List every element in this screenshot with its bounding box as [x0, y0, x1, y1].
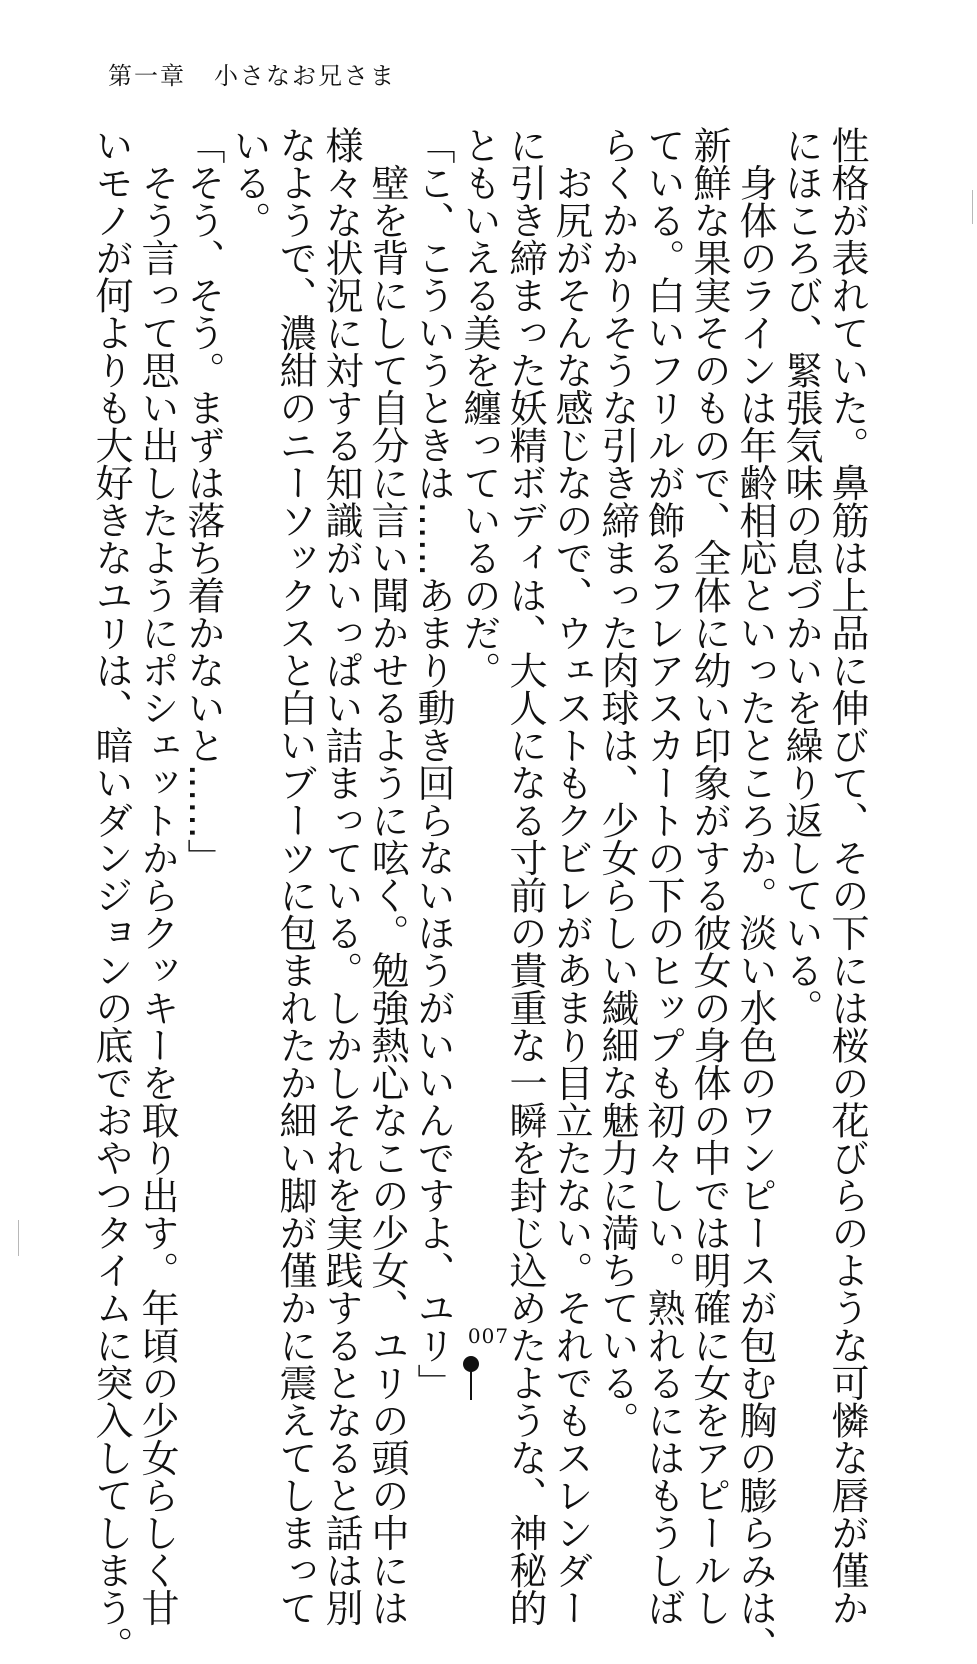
text-column: 「そう、そう。まずは落ち着かないと……」	[181, 126, 225, 876]
text-column: お尻がそんな感じなので、ウェストもクビレがあまり目立たない。それでもスレンダー	[549, 126, 593, 1626]
running-header	[108, 56, 396, 91]
text-column: いる。	[227, 126, 271, 239]
text-column: にほころび、緊張気味の息づかいを繰り返している。	[779, 126, 823, 1026]
text-column: 新鮮な果実そのもので、全体に幼い印象がする彼女の身体の中では明確に女をアピールし	[687, 126, 731, 1626]
text-column: なようで、濃紺のニーソックスと白いブーツに包まれたか細い脚が僅かに震えてしまって	[273, 126, 317, 1626]
text-column: に引き締まった妖精ボディは、大人になる寸前の貴重な一瞬を封じ込めたような、神秘的	[503, 126, 547, 1626]
text-column: 様々な状況に対する知識がいっぱい詰まっている。しかしそれを実践するとなると話は別	[319, 126, 363, 1626]
chapter-title: 小さなお兄さま	[214, 62, 396, 90]
text-column: 性格が表れていた。鼻筋は上品に伸びて、その下には桜の花びらのような可憐な唇が僅か	[825, 126, 869, 1626]
edge-mark-bottom	[18, 1220, 19, 1256]
edge-mark-top	[972, 190, 973, 224]
text-column: いモノが何よりも大好きなユリは、暗いダンジョンの底でおやつタイムに突入してしまう。	[89, 126, 133, 1664]
text-column: ともいえる美を纏っているのだ。	[457, 126, 501, 689]
text-column: 壁を背にして自分に言い聞かせるように呟く。勉強熱心なこの少女、ユリの頭の中には	[365, 126, 409, 1626]
text-column: そう言って思い出したようにポシェットからクッキーを取り出す。年頃の少女らしく甘	[135, 126, 179, 1626]
page-marker-line	[470, 1370, 472, 1400]
text-column: 身体のラインは年齢相応といったところか。淡い水色のワンピースが包む胸の膨らみは、	[733, 126, 777, 1664]
text-column: 「こ、こういうときは……あまり動き回らないほうがいいんですよ、ユリ」	[411, 126, 455, 1401]
text-column: ている。白いフリルが飾るフレアスカートの下のヒップも初々しい。熟れるにはもうしば	[641, 126, 685, 1626]
text-column: らくかかりそうな引き締まった肉球は、少女らしい繊細な魅力に満ちている。	[595, 126, 639, 1439]
chapter-label: 第一章	[108, 62, 186, 90]
page-number: 007	[467, 1324, 510, 1348]
